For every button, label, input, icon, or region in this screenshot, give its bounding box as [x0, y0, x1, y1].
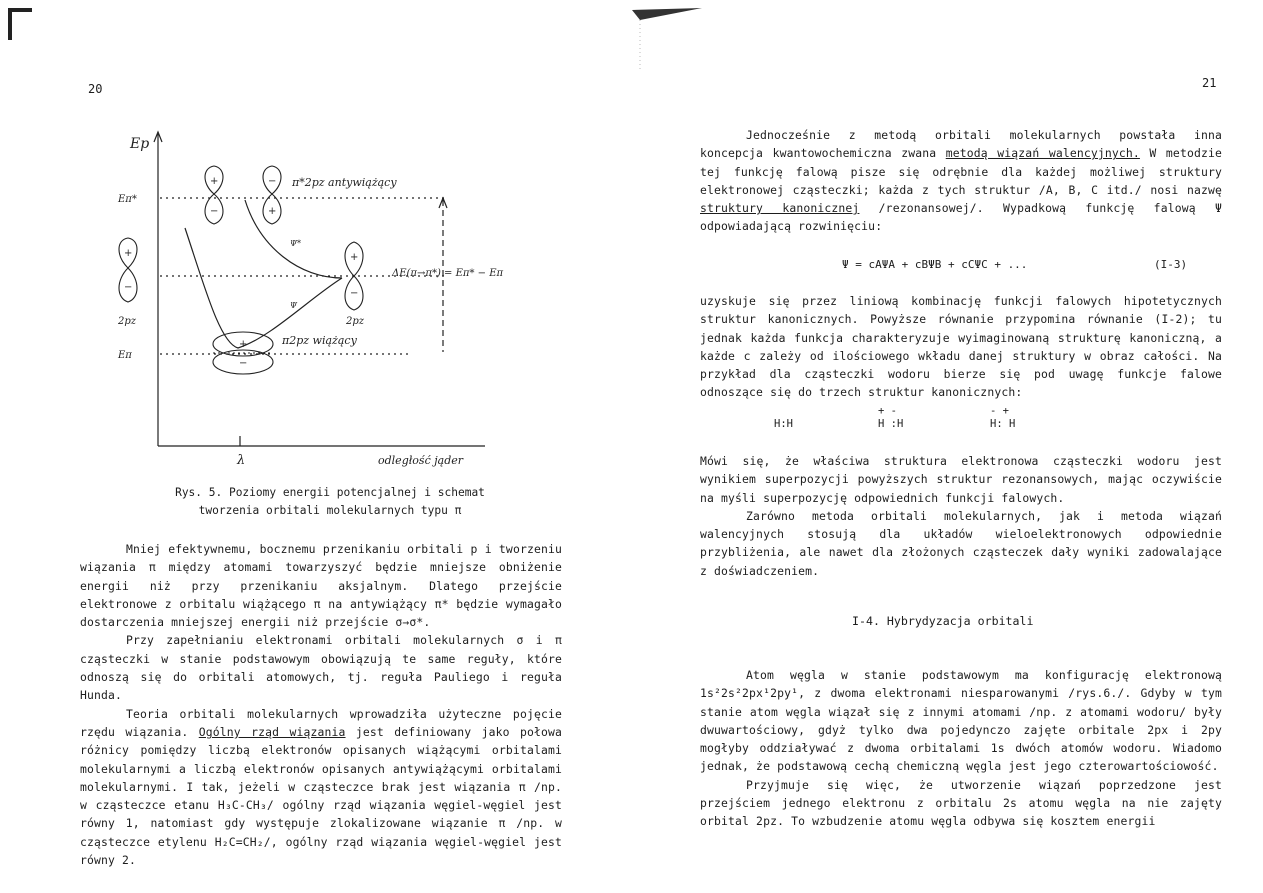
- svg-text:+: +: [124, 248, 133, 259]
- term-canonical-structure: struktury kanonicznej: [700, 201, 860, 216]
- paragraph: Przy zapełnianiu elektronami orbitali molekularnych σ i π cząsteczki w stanie podstawowym obowiązują te same reguły, które odnoszą się do orbitali atomowych, tj. reguła Pauliego i reguła Hunda.: [80, 633, 562, 703]
- psi-curve: [185, 228, 342, 348]
- right-body-text-top: [700, 126, 1222, 236]
- paragraph: uzyskuje się przez liniową kombinację funkcji falowych hipotetycznych struktur kanonicznych. Powyższe równanie przypomina równanie (I-2); tu jednak każda funkcja charakteryzuje wyimaginowaną strukturę kanoniczną, a każde c zależy od ilościowego wkładu danej struktury w obraz całości. Na przykład dla cząsteczki wodoru bierze się pod uwagę funkcje falowe odnoszące się do trzech struktur kanonicznych:: [700, 294, 1222, 400]
- svg-text:−: −: [239, 358, 248, 369]
- text-run: Teoria orbitali molekularnych wprowadziła użyteczne pojęcie rzędu wiązania.: [80, 706, 562, 739]
- svg-text:+: +: [210, 176, 219, 187]
- paragraph: Mówi się, że właściwa struktura elektronowa cząsteczki wodoru jest wynikiem superpozycji powyższych struktur rezonansowych, mając oczywiście na myśli superpozycję odpowiednich funkcji falowych.: [700, 454, 1222, 505]
- svg-text:+: +: [239, 339, 248, 350]
- svg-text:−: −: [268, 176, 277, 187]
- psi-star-label: Ψ*: [290, 239, 302, 248]
- bonding-label: π2pz wiążący: [282, 334, 357, 347]
- svg-text:−: −: [210, 206, 219, 217]
- svg-text:+: +: [350, 252, 359, 263]
- paragraph: [80, 705, 562, 870]
- paragraph: Mniej efektywnemu, bocznemu przenikaniu orbitali p i tworzeniu wiązania π między atomami towarzyszyć będzie mniejsze obniżenie energii niż przy przenikaniu aksjalnym. Dlatego przejście elektronowe z orbitalu wiążącego π na antywiążący π* będzie wymagało dostarczenia mniejszej energii niż przejście σ→σ*.: [80, 542, 562, 630]
- scan-corner-mark: [6, 6, 34, 42]
- delta-e-label: ΔE(π→π*) = Eπ* − Eπ: [392, 268, 504, 279]
- term-valence-bond-method: metodą wiązań walencyjnych.: [945, 146, 1140, 161]
- section-heading: I-4. Hybrydyzacja orbitali: [852, 614, 1034, 628]
- lambda-label: λ: [237, 453, 246, 468]
- canonical-structure-1: H:H: [774, 418, 793, 430]
- equation: Ψ = cAΨA + cBΨB + cCΨC + ...: [842, 258, 1028, 271]
- left-orbital-label: 2pz: [118, 316, 137, 327]
- right-page: [632, 0, 1263, 893]
- svg-text:−: −: [124, 282, 133, 293]
- caption-line-1: Rys. 5. Poziomy energii potencjalnej i schemat: [175, 486, 485, 499]
- left-body-text: [80, 540, 562, 869]
- text-run: /rezonansowej/. Wypadkową funkcję falową Ψ odpowiadającą rozwinięciu:: [700, 201, 1222, 234]
- text-run: Jednocześnie z metodą orbitali molekularnych powstała inna koncepcja kwantowochemiczna zwana: [700, 128, 1222, 161]
- canonical-structure-3-charges: - +: [990, 405, 1009, 417]
- text-run: jest definiowany jako połowa różnicy pomiędzy liczbą elektronów opisanych wiążącymi orbitalami molekularnymi a liczbą elektronów opisanych antywiążącymi orbitalami molekularnymi. I tak, jeżeli w cząsteczce brak jest wiązania π /np. w cząsteczce etanu H₃C-CH₃/ ogólny rząd wiązania węgiel-węgiel jest równy 1, natomiast gdy występuje zlokalizowane wiązanie π /np. w cząsteczce etylenu H₂C=CH₂/, ogólny rząd wiązania węgiel-węgiel jest równy 2.: [80, 724, 562, 868]
- psi-label: Ψ: [290, 301, 298, 310]
- equation-number: (I-3): [1154, 258, 1188, 271]
- y-axis-label: Ep: [130, 136, 150, 152]
- paragraph: Atom węgla w stanie podstawowym ma konfigurację elektronową 1s²2s²2px¹2py¹, z dwoma elektronami niesparowanymi /rys.6./. Gdyby w tym stanie atom węgla wiązał się z innymi atomami /np. z atomami wodoru/ były dwuwartościowy, gdyż tylko dwa pojedynczo zajęte orbitale 2px i 2py mogłyby oddziaływać z dwoma orbitalami 1s dwóch atomów wodoru. Wiadomo jednak, że podstawową cechą chemiczną węgla jest jego czterowartościowość.: [700, 668, 1222, 774]
- scan-corner-mark: [632, 6, 712, 76]
- right-body-text-mid: [700, 292, 1222, 402]
- caption-line-2: tworzenia orbitali molekularnych typu π: [198, 504, 462, 517]
- right-body-text-bottom: [700, 666, 1222, 831]
- canonical-structure-2: H :H: [878, 418, 904, 430]
- paragraph: [700, 126, 1222, 236]
- right-body-text-lower: [700, 452, 1222, 580]
- right-orbital-label: 2pz: [346, 316, 365, 327]
- paragraph: Zarówno metoda orbitali molekularnych, jak i metoda wiązań walencyjnych stosują dla układów wieloelektronowych odpowiednie przybliżenia, ale nawet dla złożonych cząsteczek dały wyniki zadowalające z doświadczeniem.: [700, 508, 1222, 578]
- antibonding-label: π*2pz antywiążący: [292, 176, 397, 189]
- figure-caption: [110, 484, 550, 520]
- svg-text:+: +: [268, 206, 277, 217]
- left-page: [0, 0, 630, 893]
- svg-text:−: −: [350, 288, 359, 299]
- bonding-level-label: Eπ: [118, 350, 132, 361]
- page-number: 20: [88, 82, 103, 96]
- antibonding-level-label: Eπ*: [118, 194, 137, 205]
- x-axis-label: odległość jąder: [378, 454, 464, 467]
- page-number: 21: [1202, 76, 1217, 90]
- mo-energy-diagram: [110, 128, 550, 473]
- paragraph: Przyjmuje się więc, że utworzenie wiązań poprzedzone jest przejściem jednego elektronu z orbitalu 2s atomu węgla na nie zajęty orbital 2pz. To wzbudzenie atomu węgla odbywa się kosztem energii: [700, 777, 1222, 829]
- text-run: W metodzie tej funkcję falową pisze się odrębnie dla każdej możliwej struktury elektronowej cząsteczki; każda z tych struktur /A, B, C itd./ nosi nazwę: [700, 146, 1222, 197]
- canonical-structure-2-charges: + -: [878, 405, 897, 417]
- canonical-structure-3: H: H: [990, 418, 1016, 430]
- term-general-bond-order: Ogólny rząd wiązania: [198, 724, 346, 739]
